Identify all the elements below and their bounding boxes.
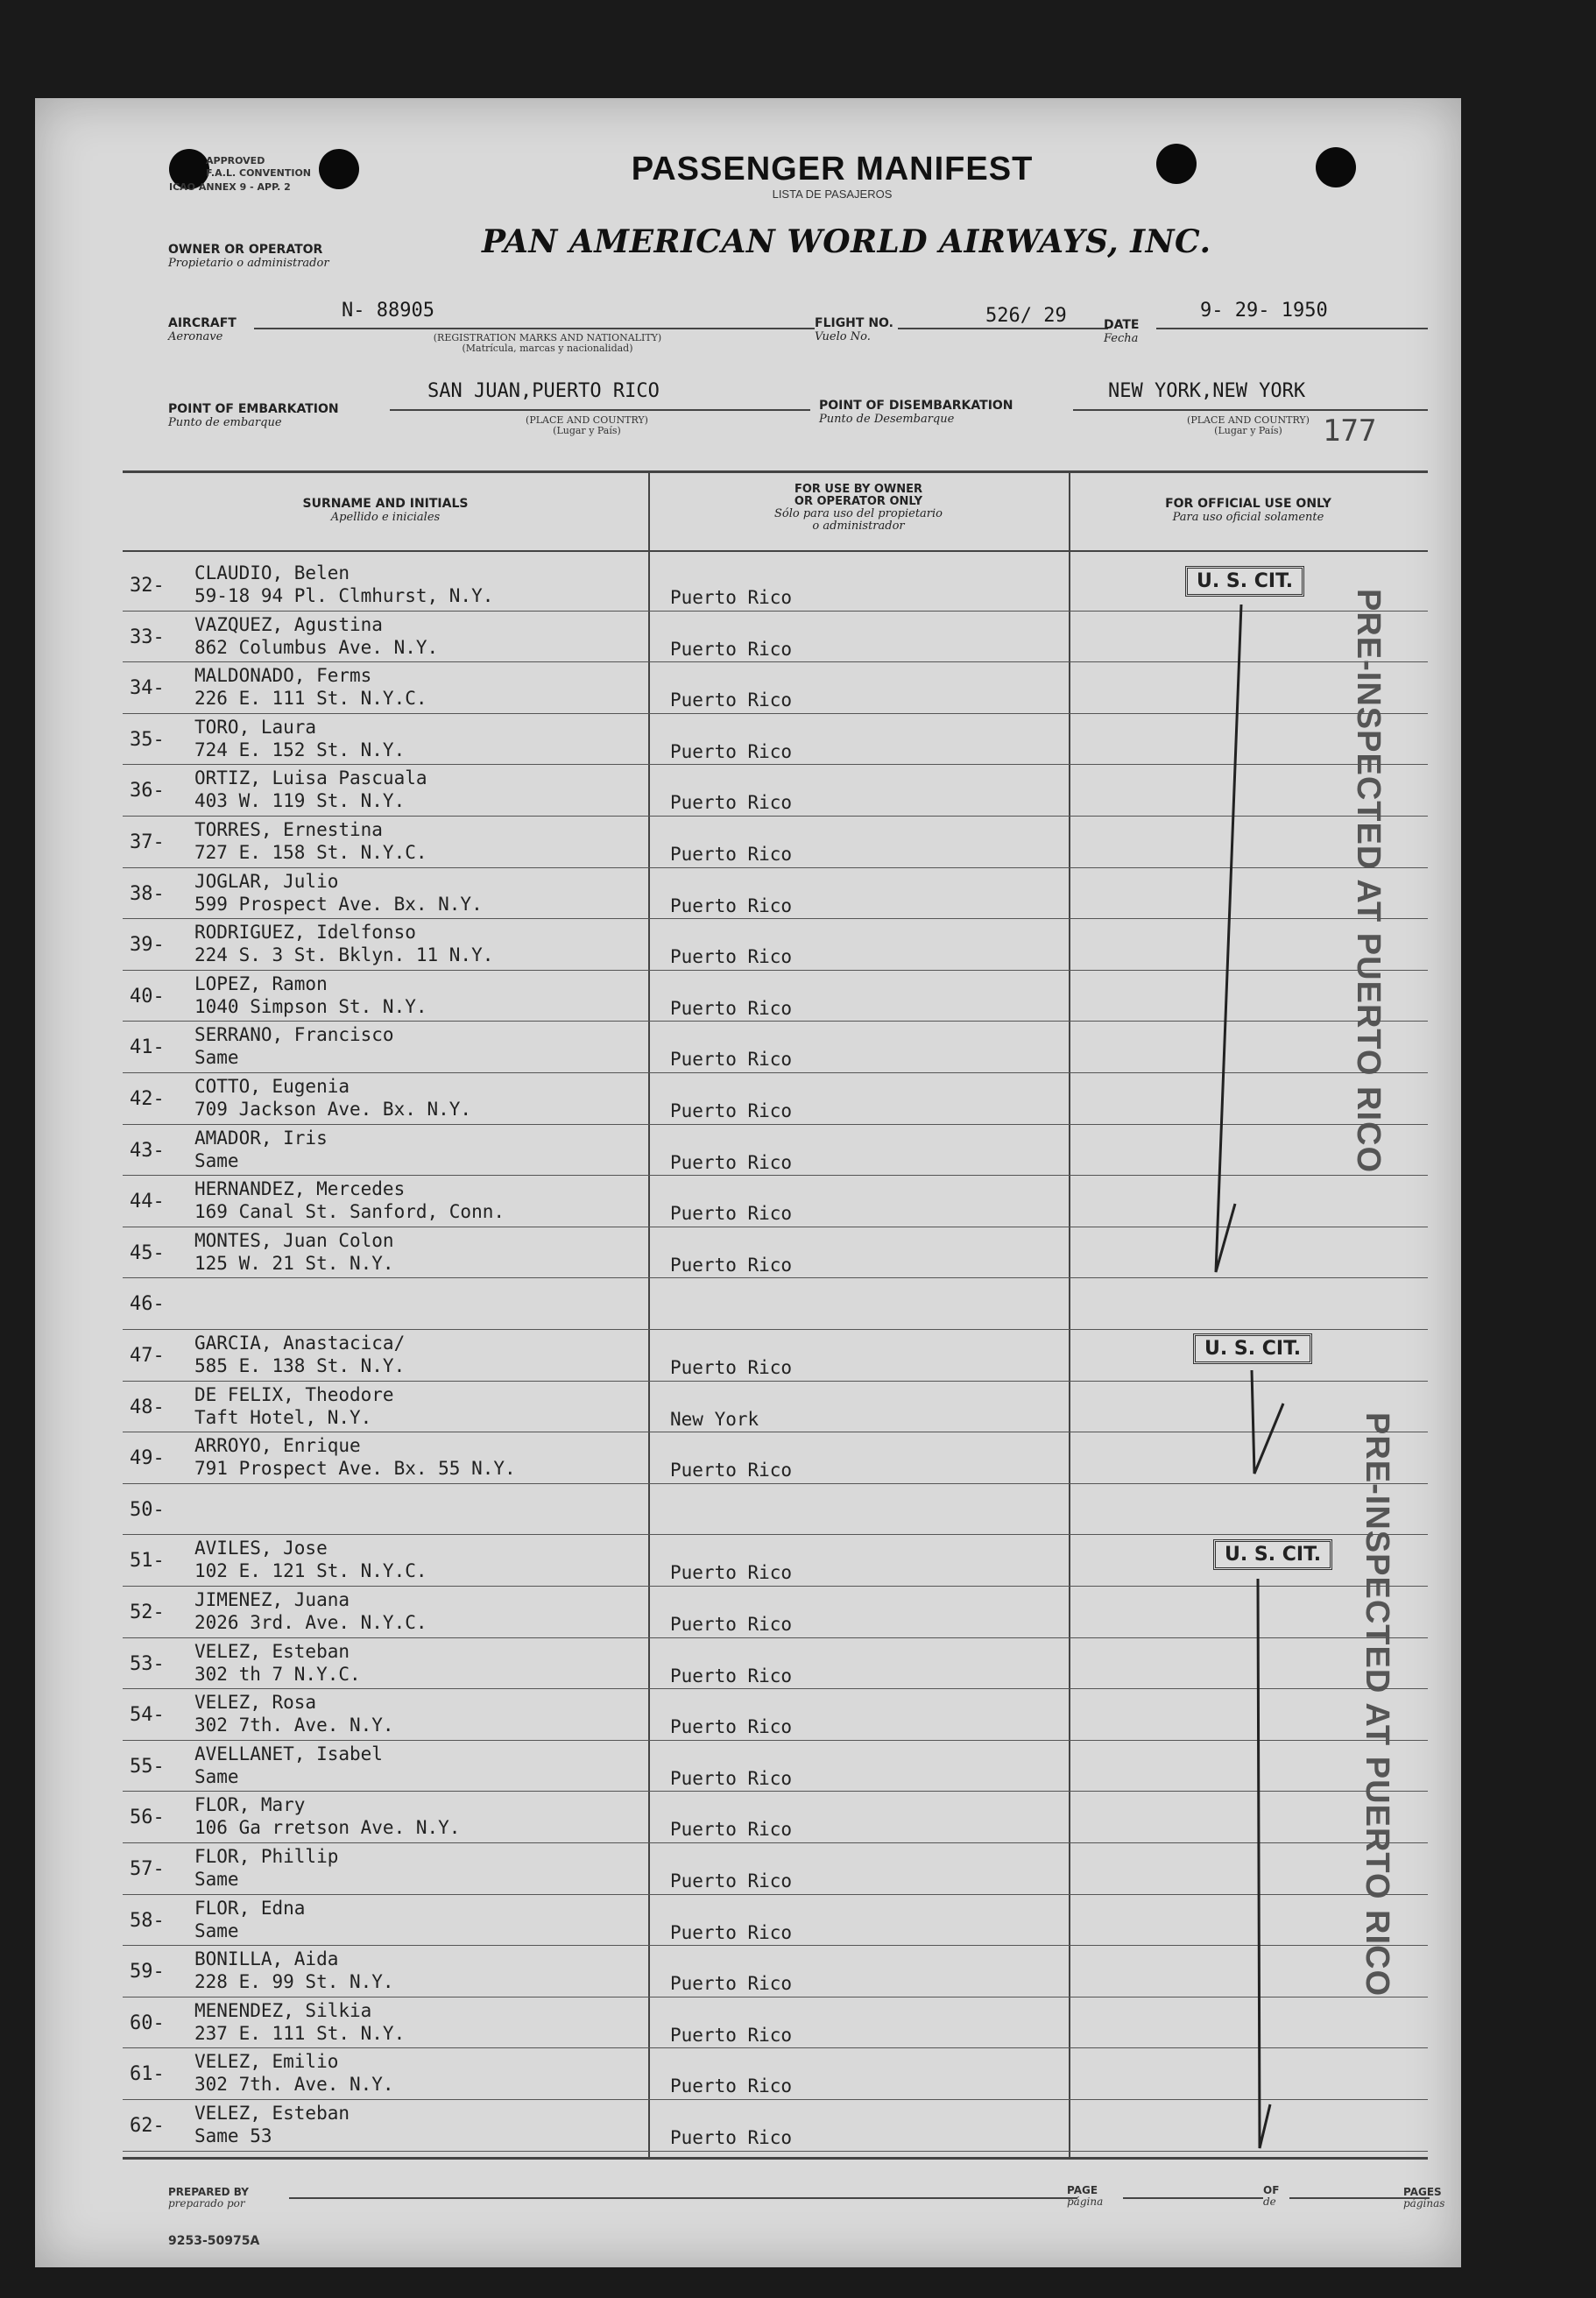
embarkation-label [168, 403, 339, 429]
embarkation-value: SAN JUAN,PUERTO RICO [427, 380, 660, 402]
passenger-address: Same [194, 1765, 239, 1787]
us-citizen-stamp: U. S. CIT. [1193, 1333, 1312, 1364]
passenger-name: MONTES, Juan Colon [194, 1229, 394, 1251]
passenger-number: 35- [130, 728, 165, 751]
passenger-destination: Puerto Rico [670, 1100, 793, 1121]
table-bottom-border [123, 2157, 1428, 2160]
passenger-number: 37- [130, 831, 165, 853]
table-row-divider [123, 1483, 1428, 1484]
passenger-destination: Puerto Rico [670, 1151, 793, 1173]
prepared-by-label-es: preparado por [168, 2197, 245, 2210]
date-label-es: Fecha [1104, 332, 1139, 345]
table-row-divider [123, 2099, 1428, 2100]
passenger-number: 61- [130, 2063, 165, 2086]
aircraft-underline [254, 328, 815, 329]
passenger-address: 106 Ga rretson Ave. N.Y. [194, 1817, 461, 1839]
table-col-divider-2 [1069, 470, 1070, 2157]
passenger-address: 169 Canal St. Sanford, Conn. [194, 1201, 505, 1223]
passenger-name: JIMENEZ, Juana [194, 1589, 350, 1610]
passenger-number: 34- [130, 677, 165, 700]
passenger-address: 302 th 7 N.Y.C. [194, 1663, 361, 1685]
passenger-name: FLOR, Edna [194, 1897, 306, 1919]
table-row-divider [123, 1381, 1428, 1382]
table-row-divider [123, 1072, 1428, 1073]
table-row-divider [123, 2047, 1428, 2048]
table-row-divider [123, 1791, 1428, 1792]
passenger-destination: Puerto Rico [670, 740, 793, 762]
passenger-name: JOGLAR, Julio [194, 870, 339, 892]
passenger-name: VELEZ, Esteban [194, 1640, 350, 1662]
passenger-address: Same [194, 1047, 239, 1069]
passenger-name: VAZQUEZ, Agustina [194, 613, 383, 635]
passenger-name: AVILES, Jose [194, 1538, 328, 1559]
passenger-address: 226 E. 111 St. N.Y.C. [194, 688, 427, 710]
approval-line-3: ICAO ANNEX 9 - APP. 2 [169, 181, 291, 193]
passenger-number: 46- [130, 1293, 165, 1316]
of-label-en: OF [1263, 2184, 1280, 2196]
pages-label [1403, 2187, 1444, 2210]
aircraft-sub-es: (Matrícula, marcas y nacionalidad) [462, 343, 633, 354]
date-label-en: DATE [1104, 318, 1140, 332]
page-label-es: página [1067, 2195, 1104, 2208]
passenger-name: COTTO, Eugenia [194, 1076, 350, 1097]
passenger-destination: Puerto Rico [670, 946, 793, 968]
passenger-name: HERNANDEZ, Mercedes [194, 1178, 406, 1200]
passenger-number: 42- [130, 1088, 165, 1110]
table-row-divider [123, 1329, 1428, 1330]
passenger-address: 585 E. 138 St. N.Y. [194, 1355, 406, 1376]
passenger-address: 125 W. 21 St. N.Y. [194, 1252, 394, 1274]
passenger-destination: Puerto Rico [670, 1870, 793, 1891]
passenger-destination: Puerto Rico [670, 1614, 793, 1635]
passenger-address: Same [194, 1869, 239, 1890]
passenger-number: 47- [130, 1345, 165, 1367]
passenger-destination: Puerto Rico [670, 792, 793, 814]
owner-label-en: OWNER OR OPERATOR [168, 243, 323, 257]
column-header-official [1069, 497, 1428, 525]
passenger-address: 224 S. 3 St. Bklyn. 11 N.Y. [194, 944, 494, 966]
table-col-divider-1 [648, 470, 650, 2157]
table-row-divider [123, 1637, 1428, 1638]
passenger-destination: Puerto Rico [670, 1921, 793, 1943]
flight-value: 526/ 29 [985, 305, 1067, 327]
page-label [1067, 2185, 1103, 2208]
passenger-number: 60- [130, 2012, 165, 2034]
passenger-number: 55- [130, 1755, 165, 1778]
owner-label [168, 244, 329, 270]
passenger-name: GARCIA, Anastacica/ [194, 1333, 406, 1354]
table-row-divider [123, 764, 1428, 765]
passenger-number: 62- [130, 2115, 165, 2137]
table-row-divider [123, 867, 1428, 868]
embarkation-sub-en: (PLACE AND COUNTRY) [526, 414, 648, 426]
table-row-divider [123, 1842, 1428, 1843]
pen-bracket-line [1252, 1370, 1283, 1474]
passenger-name: TORRES, Ernestina [194, 819, 383, 840]
passenger-name: FLOR, Mary [194, 1794, 306, 1816]
passenger-address: 59-18 94 Pl. Clmhurst, N.Y. [194, 585, 494, 606]
passenger-destination: New York [670, 1408, 759, 1430]
passenger-number: 41- [130, 1036, 165, 1059]
of-label-es: de [1263, 2195, 1276, 2208]
disembarkation-underline [1073, 409, 1428, 411]
embarkation-underline [390, 409, 810, 411]
passenger-address: 791 Prospect Ave. Bx. 55 N.Y. [194, 1458, 516, 1480]
date-underline [1156, 328, 1428, 329]
passenger-address: Same 53 [194, 2125, 272, 2146]
table-top-border [123, 470, 1428, 473]
passenger-destination: Puerto Rico [670, 1562, 793, 1584]
passenger-address: 599 Prospect Ave. Bx. N.Y. [194, 893, 483, 915]
page-label-en: PAGE [1067, 2184, 1098, 2196]
punch-hole [1316, 147, 1356, 187]
table-row-divider [123, 1534, 1428, 1535]
passenger-destination: Puerto Rico [670, 638, 793, 660]
disembarkation-value: NEW YORK,NEW YORK [1108, 380, 1306, 402]
table-row-divider [123, 1277, 1428, 1278]
embarkation-label-en: POINT OF EMBARKATION [168, 402, 339, 416]
passenger-address: 709 Jackson Ave. Bx. N.Y. [194, 1099, 472, 1120]
passenger-address: Same [194, 1920, 239, 1941]
column-header-operator-l1: FOR USE BY OWNER [794, 483, 923, 496]
aircraft-label [168, 317, 237, 343]
passenger-name: ARROYO, Enrique [194, 1435, 361, 1457]
passenger-name: RODRIGUEZ, Idelfonso [194, 922, 416, 944]
passenger-name: MALDONADO, Ferms [194, 665, 372, 687]
passenger-destination: Puerto Rico [670, 1819, 793, 1841]
table-row-divider [123, 1021, 1428, 1022]
aircraft-value: N- 88905 [342, 300, 434, 322]
disembarkation-sub-es: (Lugar y País) [1214, 425, 1282, 436]
page-subtitle: LISTA DE PASAJEROS [772, 187, 893, 201]
passenger-destination: Puerto Rico [670, 1973, 793, 1995]
passenger-destination: Puerto Rico [670, 894, 793, 916]
aircraft-sub-en: (REGISTRATION MARKS AND NATIONALITY) [433, 332, 662, 343]
column-header-operator [648, 484, 1069, 533]
passenger-name: SERRANO, Francisco [194, 1024, 394, 1046]
passenger-destination: Puerto Rico [670, 1460, 793, 1481]
passenger-number: 57- [130, 1858, 165, 1880]
prepared-by-label [168, 2187, 249, 2210]
pen-bracket-line [1258, 1579, 1270, 2148]
column-header-official-en: FOR OFFICIAL USE ONLY [1165, 497, 1331, 511]
passenger-destination: Puerto Rico [670, 587, 793, 608]
of-label [1263, 2185, 1279, 2208]
airline-name: PAN AMERICAN WORLD AIRWAYS, INC. [482, 223, 1211, 260]
column-header-surname-es: Apellido e iniciales [330, 511, 441, 524]
passenger-address: Same [194, 1149, 239, 1171]
table-row-divider [123, 661, 1428, 662]
embarkation-sub-es: (Lugar y País) [553, 425, 621, 436]
passenger-name: LOPEZ, Ramon [194, 972, 328, 994]
prepared-by-line [289, 2197, 1077, 2199]
column-header-operator-l2: OR OPERATOR ONLY [794, 495, 923, 508]
table-row-divider [123, 611, 1428, 612]
passenger-address: 228 E. 99 St. N.Y. [194, 1971, 394, 1993]
table-row-divider [123, 1894, 1428, 1895]
passenger-destination: Puerto Rico [670, 2024, 793, 2046]
passenger-address: 302 7th. Ave. N.Y. [194, 1715, 394, 1736]
passenger-number: 54- [130, 1704, 165, 1727]
disembarkation-label-en: POINT OF DISEMBARKATION [819, 399, 1013, 413]
passenger-address: 102 E. 121 St. N.Y.C. [194, 1560, 427, 1582]
passenger-name: AVELLANET, Isabel [194, 1743, 383, 1764]
passenger-number: 49- [130, 1447, 165, 1470]
punch-hole [1156, 144, 1197, 184]
pages-label-es: páginas [1403, 2197, 1445, 2210]
date-value: 9- 29- 1950 [1200, 300, 1328, 322]
passenger-number: 45- [130, 1241, 165, 1264]
column-header-operator-es2: o administrador [812, 520, 905, 533]
passenger-number: 59- [130, 1961, 165, 1983]
table-row-divider [123, 2151, 1428, 2152]
passenger-destination: Puerto Rico [670, 1357, 793, 1378]
passenger-number: 40- [130, 985, 165, 1008]
passenger-address: 237 E. 111 St. N.Y. [194, 2022, 406, 2044]
passenger-destination: Puerto Rico [670, 2127, 793, 2148]
column-header-official-es: Para uso oficial solamente [1172, 511, 1324, 524]
column-header-operator-es1: Sólo para uso del propietario [773, 507, 943, 520]
passenger-name: DE FELIX, Theodore [194, 1383, 394, 1405]
flight-label-en: FLIGHT NO. [815, 316, 893, 330]
passenger-name: TORO, Laura [194, 716, 317, 738]
pen-bracket-line [1216, 605, 1241, 1272]
owner-label-es: Propietario o administrador [168, 257, 329, 270]
passenger-destination: Puerto Rico [670, 1716, 793, 1738]
passenger-name: CLAUDIO, Belen [194, 562, 350, 583]
prepared-by-label-en: PREPARED BY [168, 2186, 249, 2198]
disembarkation-sub-en: (PLACE AND COUNTRY) [1187, 414, 1310, 426]
passenger-name: BONILLA, Aida [194, 1948, 339, 1970]
passenger-address: 2026 3rd. Ave. N.Y.C. [194, 1612, 427, 1633]
passenger-destination: Puerto Rico [670, 2075, 793, 2097]
aircraft-label-es: Aeronave [168, 330, 223, 343]
passenger-destination: Puerto Rico [670, 1665, 793, 1686]
passenger-number: 44- [130, 1191, 165, 1213]
passenger-destination: Puerto Rico [670, 689, 793, 711]
aircraft-label-en: AIRCRAFT [168, 316, 237, 330]
punch-hole [319, 149, 359, 189]
flight-label [815, 317, 893, 343]
passenger-address: 403 W. 119 St. N.Y. [194, 790, 406, 812]
us-citizen-stamp: U. S. CIT. [1185, 566, 1304, 597]
approval-line-2: F.A.L. CONVENTION [206, 167, 312, 179]
passenger-number: 56- [130, 1807, 165, 1829]
passenger-number: 33- [130, 626, 165, 648]
passenger-name: ORTIZ, Luisa Pascuala [194, 767, 427, 789]
disembarkation-label-es: Punto de Desembarque [819, 413, 955, 426]
preinspected-stamp: PRE-INSPECTED AT PUERTO RICO [1359, 1412, 1395, 1997]
column-header-surname [123, 497, 648, 525]
column-header-surname-en: SURNAME AND INITIALS [302, 497, 469, 511]
column-header-divider [123, 550, 1428, 552]
table-row-divider [123, 1175, 1428, 1176]
us-citizen-stamp: U. S. CIT. [1213, 1539, 1332, 1570]
passenger-number: 39- [130, 934, 165, 957]
table-row-divider [123, 1945, 1428, 1946]
passenger-number: 51- [130, 1550, 165, 1573]
table-row-divider [123, 1586, 1428, 1587]
pages-label-en: PAGES [1403, 2186, 1442, 2198]
sheet-number: 177 [1323, 414, 1377, 449]
form-number: 9253-50975A [168, 2234, 260, 2248]
passenger-address: 862 Columbus Ave. N.Y. [194, 636, 439, 658]
passenger-name: VELEZ, Emilio [194, 2051, 339, 2073]
table-row-divider [123, 1124, 1428, 1125]
passenger-destination: Puerto Rico [670, 1049, 793, 1071]
passenger-number: 43- [130, 1139, 165, 1162]
passenger-address: 302 7th. Ave. N.Y. [194, 2074, 394, 2096]
embarkation-label-es: Punto de embarque [168, 416, 282, 429]
preinspected-stamp: PRE-INSPECTED AT PUERTO RICO [1350, 589, 1387, 1174]
table-row-divider [123, 816, 1428, 817]
flight-underline [898, 328, 1108, 329]
table-row-divider [123, 970, 1428, 971]
passenger-name: MENENDEZ, Silkia [194, 1999, 372, 2021]
passenger-name: VELEZ, Esteban [194, 2103, 350, 2124]
table-row-divider [123, 918, 1428, 919]
passenger-number: 32- [130, 575, 165, 597]
passenger-number: 50- [130, 1498, 165, 1521]
passenger-address: 1040 Simpson St. N.Y. [194, 995, 427, 1017]
passenger-destination: Puerto Rico [670, 997, 793, 1019]
passenger-number: 52- [130, 1602, 165, 1623]
passenger-address: Taft Hotel, N.Y. [194, 1406, 372, 1428]
date-label [1104, 319, 1139, 345]
passenger-destination: Puerto Rico [670, 844, 793, 865]
table-row-divider [123, 1688, 1428, 1689]
passenger-address: 727 E. 158 St. N.Y.C. [194, 842, 427, 863]
passenger-number: 53- [130, 1652, 165, 1675]
passenger-name: AMADOR, Iris [194, 1127, 328, 1149]
manifest-sheet [35, 98, 1461, 2267]
flight-label-es: Vuelo No. [815, 330, 871, 343]
table-row-divider [123, 713, 1428, 714]
table-row-divider [123, 1740, 1428, 1741]
passenger-name: VELEZ, Rosa [194, 1692, 317, 1714]
passenger-number: 58- [130, 1909, 165, 1932]
passenger-destination: Puerto Rico [670, 1767, 793, 1789]
passenger-number: 48- [130, 1396, 165, 1418]
page-line [1123, 2197, 1263, 2199]
approval-line-1: APPROVED [206, 155, 265, 166]
page-title: PASSENGER MANIFEST [631, 151, 1034, 187]
passenger-name: FLOR, Phillip [194, 1846, 339, 1867]
passenger-address: 724 E. 152 St. N.Y. [194, 739, 406, 760]
aircraft-sub [377, 333, 718, 354]
passenger-number: 36- [130, 780, 165, 803]
disembarkation-label [819, 399, 1013, 426]
passenger-destination: Puerto Rico [670, 1254, 793, 1276]
passenger-number: 38- [130, 882, 165, 905]
passenger-destination: Puerto Rico [670, 1203, 793, 1225]
embarkation-sub [482, 415, 692, 436]
disembarkation-sub [1174, 415, 1323, 436]
